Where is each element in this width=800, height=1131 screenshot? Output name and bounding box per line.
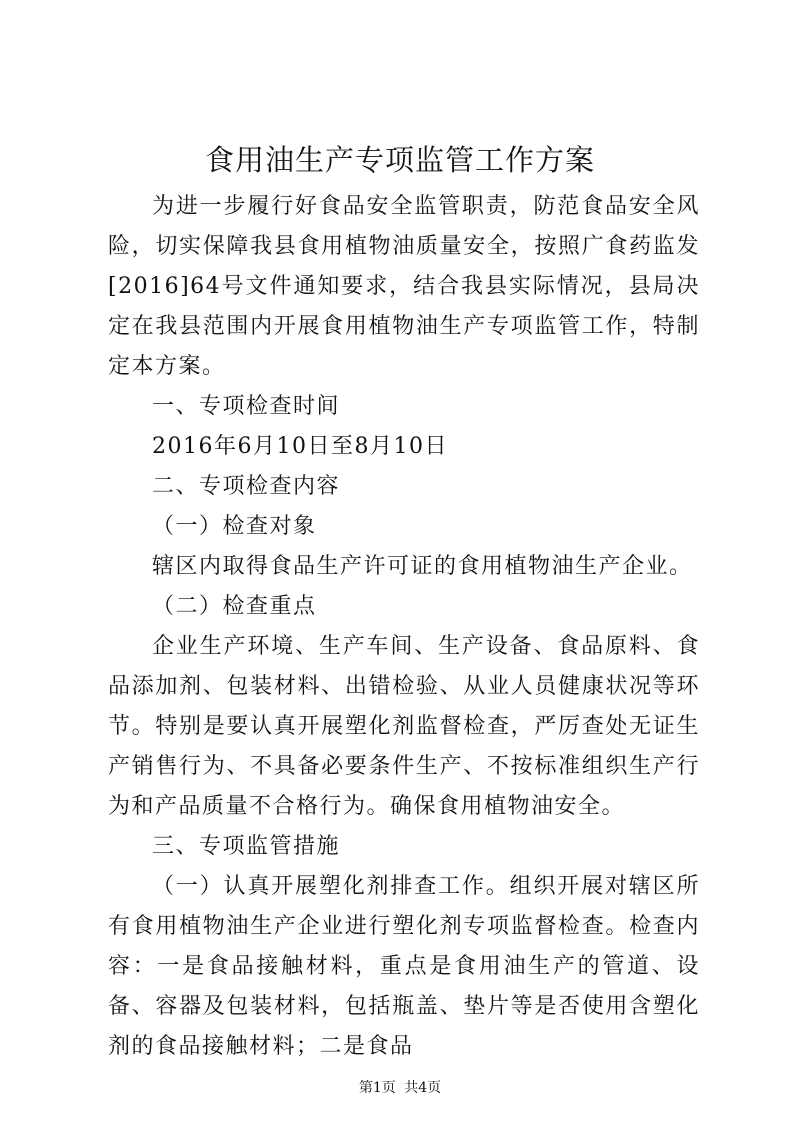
section-heading-measures: 三、专项监管措施 [152, 834, 341, 859]
section-heading-time: 一、专项检查时间 [152, 394, 341, 419]
measures-paragraph: （一）认真开展塑化剂排查工作。组织开展对辖区所有食用植物油生产企业进行塑化剂专项监督检查。检查内容：一是食品接触材料，重点是食用油生产的管道、设备、容器及包装材料，包括瓶盖、垫片等是否使用含塑化剂的食品接触材料；二是食品 [108, 874, 700, 1059]
subheading-inspection-focus: （二）检查重点 [152, 594, 317, 619]
document-title: 食用油生产专项监管工作方案 [204, 143, 595, 177]
inspection-period: 2016年6月10日至8月10日 [152, 434, 448, 459]
intro-paragraph: 为进一步履行好食品安全监管职责，防范食品安全风险，切实保障我县食用植物油质量安全，按照广食药监发[2016]64号文件通知要求，结合我县实际情况，县局决定在我县范围内开展食用植物油生产专项监管工作，特制定本方案。 [108, 194, 700, 379]
subheading-inspection-target: （一）检查对象 [152, 514, 317, 539]
inspection-focus-text: 企业生产环境、生产车间、生产设备、食品原料、食品添加剂、包装材料、出错检验、从业人员健康状况等环节。特别是要认真开展塑化剂监督检查，严厉查处无证生产销售行为、不具备必要条件生产、不按标准组织生产行为和产品质量不合格行为。确保食用植物油安全。 [108, 634, 700, 819]
page-number: 第1页 [358, 1080, 396, 1096]
document-body [108, 187, 700, 1067]
section-heading-content: 二、专项检查内容 [152, 474, 341, 499]
page-total: 共4页 [404, 1080, 442, 1096]
inspection-target-text: 辖区内取得食品生产许可证的食用植物油生产企业。 [152, 554, 693, 579]
page-footer [0, 1078, 800, 1098]
